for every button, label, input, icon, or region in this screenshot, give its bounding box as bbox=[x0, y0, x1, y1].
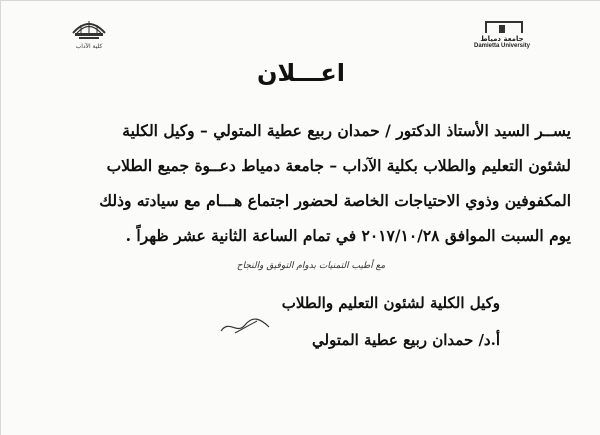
announcement-title: اعـــلان bbox=[257, 59, 345, 87]
signatory-title: وكيل الكلية لشئون التعليم والطلاب bbox=[281, 294, 500, 312]
faculty-logo-arabic: كلية الآداب bbox=[75, 43, 103, 50]
university-emblem-icon bbox=[479, 19, 525, 35]
body-line: المكفوفين وذوي الاحتياجات الخاصة لحضور اجتماع هـــام مع سيادته وذلك bbox=[99, 191, 571, 210]
university-logo bbox=[466, 19, 538, 49]
university-logo-english: Damietta University bbox=[473, 43, 531, 49]
greeting-line: مع أطيب التمنيات بدوام التوفيق والنجاح bbox=[236, 261, 386, 271]
faculty-logo bbox=[59, 15, 119, 53]
signatory-name: أ.د/ حمدان ربيع عطية المتولي bbox=[312, 331, 500, 349]
body-line: يوم السبت الموافق ٢٠١٧/١٠/٢٨ في تمام الساعة الثانية عشر ظهراً . bbox=[125, 226, 571, 245]
handwritten-signature bbox=[217, 315, 277, 339]
announcement-body bbox=[41, 113, 571, 253]
body-line: يســر السيد الأستاذ الدكتور / حمدان ربيع عطية المتولي – وكيل الكلية bbox=[122, 121, 571, 140]
body-line: لشئون التعليم والطلاب بكلية الآداب – جامعة دمياط دعــوة جميع الطلاب bbox=[106, 156, 571, 175]
university-logo-arabic: جامعة دمياط bbox=[480, 35, 524, 43]
faculty-emblem-icon bbox=[67, 15, 111, 43]
